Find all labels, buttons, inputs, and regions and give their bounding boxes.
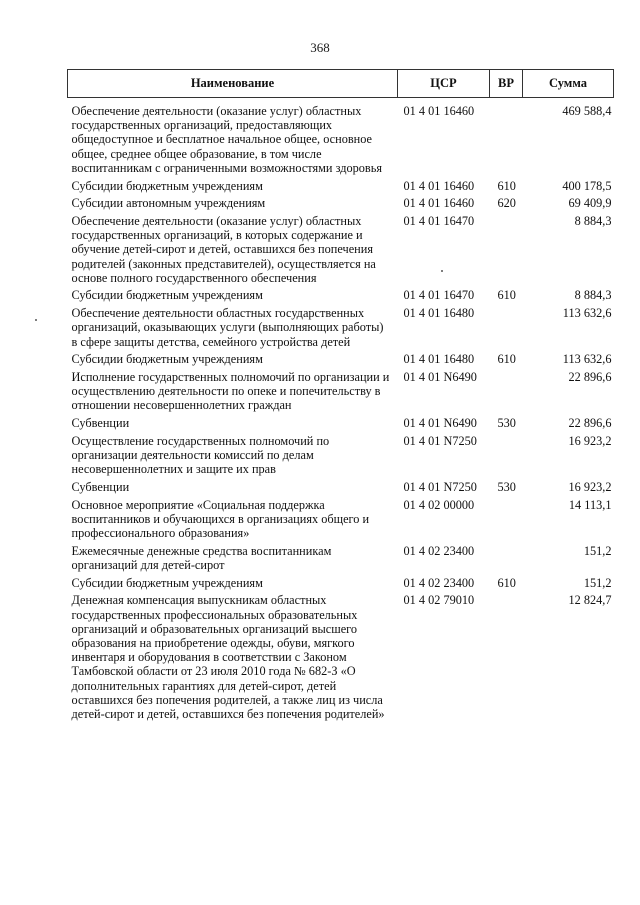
table-row bbox=[68, 480, 614, 498]
row-csr: 01 4 01 16470 bbox=[403, 213, 475, 228]
row-name: Обеспечение деятельности (оказание услуг) областных государственных организаций, в которых содержание и обучение детей-сирот и детей, оставшихся без попечения родителей (законных представителей), осуществляется на основе полного государственного обеспечения bbox=[71, 213, 376, 285]
table-row bbox=[68, 214, 614, 289]
row-name: Субсидии бюджетным учреждениям bbox=[71, 288, 263, 303]
row-vr bbox=[490, 544, 523, 576]
table-row bbox=[68, 288, 614, 306]
row-name: Обеспечение деятельности областных государственных организаций, оказывающих услуги (выполняющих работы) в сфере защиты детства, семейного устройства детей bbox=[71, 306, 384, 349]
row-sum: 12 824,7 bbox=[568, 593, 612, 608]
row-name: Субвенции bbox=[71, 416, 130, 431]
row-vr: 530 bbox=[497, 416, 516, 431]
col-header-name: Наименование bbox=[68, 70, 398, 98]
row-vr: 610 bbox=[497, 352, 516, 367]
row-sum: 113 632,6 bbox=[562, 352, 612, 367]
row-csr: 01 4 01 16470 bbox=[403, 288, 475, 303]
row-name: Исполнение государственных полномочий по организации и осуществлению деятельности по опеке и попечительству в отношении несовершеннолетних граждан bbox=[71, 369, 390, 413]
row-csr: 01 4 01 16460 bbox=[403, 104, 475, 118]
row-sum: 8 884,3 bbox=[574, 288, 612, 303]
row-csr: 01 4 01 N6490 bbox=[403, 416, 477, 431]
table-row bbox=[68, 370, 614, 416]
row-vr bbox=[490, 306, 523, 352]
row-vr: 530 bbox=[497, 479, 516, 494]
table-row bbox=[68, 434, 614, 480]
row-sum: 400 178,5 bbox=[562, 178, 612, 193]
row-name: Денежная компенсация выпускникам областных государственных профессиональных образовательных организаций и образовательных организаций высшего образования на приобретение одежды, обуви, мягкого инвентаря и оборудования в соответствии с Законом Тамбовской области от 23 июля 2010 года № 682-З «О дополнительных гарантиях для детей-сирот, детей оставшихся без попечения родителей, а также лиц из числа детей-сирот и детей, оставшихся без попечения родителей» bbox=[71, 593, 385, 721]
table-row bbox=[68, 352, 614, 370]
row-sum: 22 896,6 bbox=[568, 416, 612, 431]
row-name: Субвенции bbox=[71, 479, 130, 494]
row-name: Обеспечение деятельности (оказание услуг) областных государственных организаций, предоставляющих общедоступное и бесплатное начальное общее, основное общее, среднее общее образование, в том числе воспитанникам с ограниченными возможностями здоровья bbox=[71, 104, 382, 175]
page-number: 368 bbox=[310, 40, 330, 55]
row-name: Ежемесячные денежные средства воспитанникам организаций для детей-сирот bbox=[71, 543, 332, 572]
row-sum: 14 113,1 bbox=[568, 497, 612, 512]
row-vr bbox=[490, 434, 523, 480]
row-vr bbox=[490, 593, 523, 724]
row-vr bbox=[490, 498, 523, 544]
row-csr: 01 4 02 23400 bbox=[403, 543, 475, 558]
row-name: Основное мероприятие «Социальная поддержка воспитанников и обучающихся в организациях общего и профессионального образования» bbox=[71, 497, 370, 540]
budget-table bbox=[67, 69, 614, 725]
table-row bbox=[68, 196, 614, 214]
row-vr: 620 bbox=[497, 196, 516, 211]
table-body bbox=[68, 98, 614, 725]
table-row bbox=[68, 306, 614, 352]
table-row bbox=[68, 498, 614, 544]
row-vr: 610 bbox=[497, 178, 516, 193]
row-name: Субсидии бюджетным учреждениям bbox=[71, 178, 263, 193]
row-sum: 16 923,2 bbox=[568, 433, 612, 448]
row-vr bbox=[490, 370, 523, 416]
row-sum: 151,2 bbox=[583, 543, 612, 558]
row-name: Субсидии бюджетным учреждениям bbox=[71, 575, 263, 590]
scan-speck bbox=[35, 319, 37, 321]
row-csr: 01 4 01 16460 bbox=[403, 196, 475, 211]
row-name: Осуществление государственных полномочий по организации деятельности комиссий по делам несовершеннолетних и защите их прав bbox=[71, 433, 330, 477]
table-row bbox=[68, 593, 614, 724]
row-csr: 01 4 01 N6490 bbox=[403, 369, 477, 384]
row-csr: 01 4 01 N7250 bbox=[403, 433, 477, 448]
row-sum: 469 588,4 bbox=[562, 104, 612, 118]
table-row bbox=[68, 544, 614, 576]
row-csr: 01 4 01 16480 bbox=[403, 352, 475, 367]
row-sum: 22 896,6 bbox=[568, 369, 612, 384]
table-row bbox=[68, 179, 614, 197]
row-csr: 01 4 02 23400 bbox=[403, 575, 475, 590]
row-sum: 8 884,3 bbox=[574, 213, 612, 228]
row-vr bbox=[490, 214, 523, 289]
row-name: Субсидии бюджетным учреждениям bbox=[71, 352, 263, 367]
col-header-csr: ЦСР bbox=[398, 70, 490, 98]
row-vr bbox=[490, 98, 523, 179]
row-csr: 01 4 01 N7250 bbox=[403, 479, 477, 494]
row-csr: 01 4 02 00000 bbox=[403, 497, 475, 512]
col-header-sum: Сумма bbox=[523, 70, 614, 98]
row-sum: 69 409,9 bbox=[568, 196, 612, 211]
row-sum: 113 632,6 bbox=[562, 306, 612, 321]
table-row bbox=[68, 416, 614, 434]
col-header-vr: ВР bbox=[490, 70, 523, 98]
row-csr: 01 4 01 16460 bbox=[403, 178, 475, 193]
row-sum: 16 923,2 bbox=[568, 479, 612, 494]
table-row bbox=[68, 576, 614, 594]
scan-speck bbox=[441, 270, 443, 272]
table-header-row bbox=[68, 70, 614, 98]
table-row bbox=[68, 98, 614, 179]
row-vr: 610 bbox=[497, 288, 516, 303]
row-sum: 151,2 bbox=[583, 575, 612, 590]
row-vr: 610 bbox=[497, 575, 516, 590]
row-name: Субсидии автономным учреждениям bbox=[71, 196, 266, 211]
row-csr: 01 4 01 16480 bbox=[403, 306, 475, 321]
row-csr: 01 4 02 79010 bbox=[403, 593, 475, 608]
